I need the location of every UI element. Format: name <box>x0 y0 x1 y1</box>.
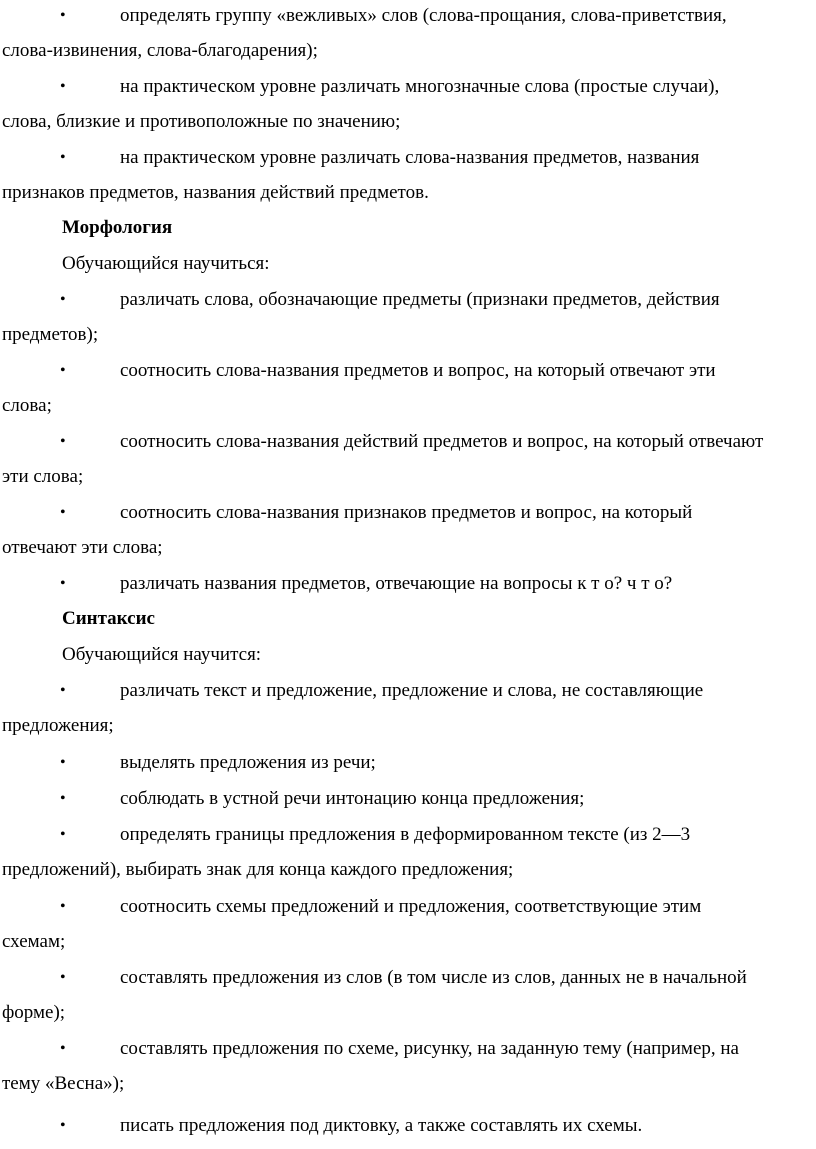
list-item-text: отвечают эти слова; <box>2 537 163 558</box>
list-item-text: форме); <box>2 1002 66 1023</box>
bullet-icon: • <box>60 7 66 24</box>
section-heading-text: Морфология <box>62 217 173 238</box>
bullet-icon: • <box>60 575 66 592</box>
list-item-text: соотносить слова-названия признаков предметов и вопрос, на который <box>120 502 693 523</box>
list-item-text: соблюдать в устной речи интонацию конца предложения; <box>120 788 585 809</box>
list-item-text: предметов); <box>2 324 99 345</box>
bullet-icon: • <box>60 362 66 379</box>
bullet-icon: • <box>60 149 66 166</box>
list-item-text: соотносить слова-названия предметов и вопрос, на который отвечают эти <box>120 360 716 381</box>
list-item-text: слова; <box>2 395 52 416</box>
list-item-text: определять границы предложения в деформированном тексте (из 2—3 <box>120 824 691 845</box>
section-intro-text: Обучающийся научится: <box>62 644 262 665</box>
list-item-text: различать слова, обозначающие предметы (признаки предметов, действия <box>120 289 720 310</box>
bullet-icon: • <box>60 433 66 450</box>
bullet-icon: • <box>60 78 66 95</box>
list-item-text: предложения; <box>2 715 114 736</box>
list-item-text: предложений), выбирать знак для конца каждого предложения; <box>2 859 514 880</box>
list-item-text: эти слова; <box>2 466 84 487</box>
list-item-text: составлять предложения по схеме, рисунку, на заданную тему (например, на <box>120 1038 739 1059</box>
bullet-icon: • <box>60 790 66 807</box>
list-item-text: составлять предложения из слов (в том числе из слов, данных не в начальной <box>120 967 747 988</box>
list-item-text: определять группу «вежливых» слов (слова-прощания, слова-приветствия, <box>120 5 727 26</box>
list-item-text: выделять предложения из речи; <box>120 752 376 773</box>
list-item-text: на практическом уровне различать слова-названия предметов, названия <box>120 147 700 168</box>
bullet-icon: • <box>60 1117 66 1134</box>
bullet-icon: • <box>60 826 66 843</box>
bullet-icon: • <box>60 291 66 308</box>
list-item-text: соотносить схемы предложений и предложения, соответствующие этим <box>120 896 702 917</box>
bullet-icon: • <box>60 504 66 521</box>
bullet-icon: • <box>60 682 66 699</box>
bullet-icon: • <box>60 898 66 915</box>
section-heading-text: Синтаксис <box>62 608 155 629</box>
list-item-text: соотносить слова-названия действий предметов и вопрос, на который отвечают <box>120 431 764 452</box>
list-item-text: схемам; <box>2 931 66 952</box>
section-intro-text: Обучающийся научиться: <box>62 253 270 274</box>
bullet-icon: • <box>60 969 66 986</box>
list-item-text: писать предложения под диктовку, а также составлять их схемы. <box>120 1115 643 1136</box>
list-item-text: тему «Весна»); <box>2 1073 125 1094</box>
list-item-text: на практическом уровне различать многозначные слова (простые случаи), <box>120 76 720 97</box>
bullet-icon: • <box>60 754 66 771</box>
list-item-text: признаков предметов, названия действий предметов. <box>2 182 429 203</box>
list-item-text: различать названия предметов, отвечающие на вопросы к т о? ч т о? <box>120 573 673 594</box>
list-item-text: слова-извинения, слова-благодарения); <box>2 40 318 61</box>
list-item-text: различать текст и предложение, предложение и слова, не составляющие <box>120 680 704 701</box>
bullet-icon: • <box>60 1040 66 1057</box>
list-item-text: слова, близкие и противоположные по значению; <box>2 111 401 132</box>
